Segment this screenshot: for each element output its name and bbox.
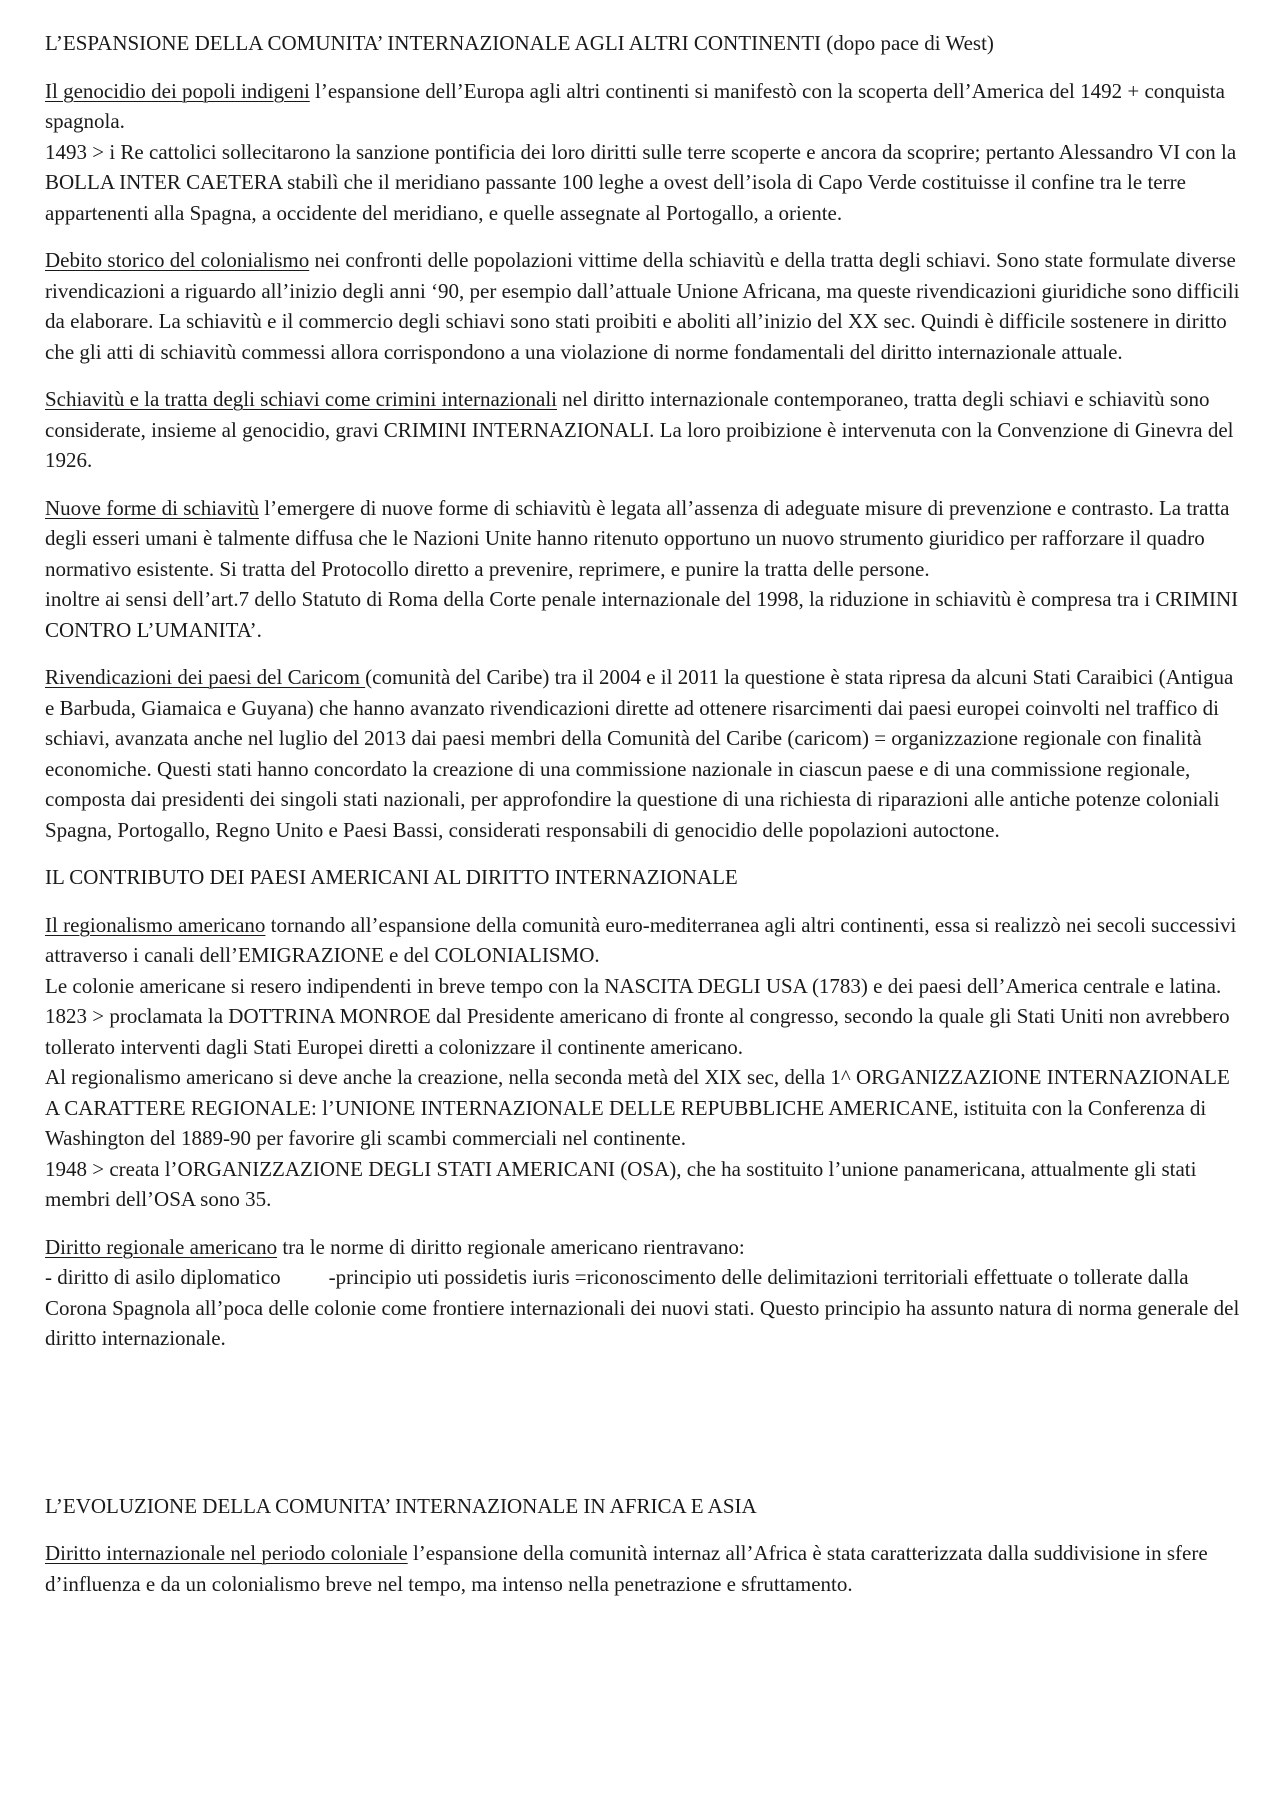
section-heading-africa-asia: L’EVOLUZIONE DELLA COMUNITA’ INTERNAZIONALE IN AFRICA E ASIA xyxy=(45,1493,757,1518)
keyword-nuove-forme: Nuove forme di schiavitù xyxy=(45,495,260,520)
paragraph-text: 1493 > i Re cattolici sollecitarono la sanzione pontificia dei loro diritti sulle terre scoperte e ancora da scoprire; pertanto Alessandro VI con la BOLLA INTER CAETERA stabilì che il meridiano passante 100 leghe a ovest dell’isola di Capo Verde costituisse il confine tra le terre appartenenti alla Spagna, a occidente del meridiano, e quelle assegnate al Portogallo, a oriente. xyxy=(45,139,1237,225)
paragraph-diritto-regionale xyxy=(45,1232,1240,1354)
paragraph-text: tornando all’espansione della comunità euro-mediterranea agli altri continenti, essa si realizzò nei secoli successivi attraverso i canali dell’EMIGRAZIONE e del COLONIALISMO. xyxy=(45,912,1237,967)
paragraph-text: l’emergere di nuove forme di schiavitù è legata all’assenza di adeguate misure di prevenzione e contrasto. La tratta degli esseri umani è talmente diffusa che le Nazioni Unite hanno ritenuto opportuno un nuovo strumento giuridico per rafforzare il quadro normativo esistente. Si tratta del Protocollo diretto a prevenire, reprimere, e punire la tratta delle persone. xyxy=(45,495,1230,581)
paragraph-text: (comunità del Caribe) tra il 2004 e il 2011 la questione è stata ripresa da alcuni Stati Caraibici (Antigua e Barbuda, Giamaica e Guyana) che hanno avanzato rivendicazioni dirette ad ottenere risarcimenti dai paesi europei coinvolti nel traffico di schiavi, avanzata anche nel luglio del 2013 dai paesi membri della Comunità del Caribe (caricom) = organizzazione regionale con finalità economiche. Questi stati hanno concordato la creazione di una commissione nazionale in ciascun paese e di una commissione regionale, composta dai presidenti dei singoli stati nazionali, per approfondire la questione di una richiesta di riparazioni alle antiche potenze coloniali Spagna, Portogallo, Regno Unito e Paesi Bassi, considerati responsabili di genocidio delle popolazioni autoctone. xyxy=(45,665,1234,842)
paragraph-nuove-forme xyxy=(45,493,1240,646)
list-item-asilo: - diritto di asilo diplomatico xyxy=(45,1265,281,1289)
keyword-genocidio: Il genocidio dei popoli indigeni xyxy=(45,78,310,103)
list-item-uti-possidetis: -principio uti possidetis iuris =riconoscimento delle delimitazioni territoriali effettuate o tollerate dalla Corona Spagnola all’poca delle colonie come frontiere internazionali dei nuovi stati. Questo principio ha assunto natura di norma generale del diritto internazionale. xyxy=(45,1265,1240,1350)
keyword-regionalismo: Il regionalismo americano xyxy=(45,912,266,937)
paragraph-genocidio xyxy=(45,76,1240,229)
paragraph-periodo-coloniale xyxy=(45,1538,1240,1599)
paragraph-list-line xyxy=(45,1262,1240,1354)
paragraph-text: Al regionalismo americano si deve anche la creazione, nella seconda metà del XIX sec, della 1^ ORGANIZZAZIONE INTERNAZIONALE A CARATTERE REGIONALE: l’UNIONE INTERNAZIONALE DELLE REPUBBLICHE AMERICANE, istituita con la Conferenza di Washington del 1889-90 per favorire gli scambi commerciali nel continente. xyxy=(45,1065,1230,1150)
paragraph-text: nel diritto internazionale contemporaneo, tratta degli schiavi e schiavitù sono considerate, insieme al genocidio, gravi CRIMINI INTERNAZIONALI. La loro proibizione è intervenuta con la Convenzione di Ginevra del 1926. xyxy=(45,387,1234,472)
paragraph-regionalismo xyxy=(45,910,1240,1215)
paragraph-text: l’espansione della comunità internaz all’Africa è stata caratterizzata dalla suddivisione in sfere d’influenza e da un colonialismo breve nel tempo, ma intenso nella penetrazione e sfruttamento. xyxy=(45,1541,1208,1596)
paragraph-text: 1948 > creata l’ORGANIZZAZIONE DEGLI STATI AMERICANI (OSA), che ha sostituito l’unione panamericana, attualmente gli stati membri dell’OSA sono 35. xyxy=(45,1156,1197,1211)
keyword-schiavitu-crimini: Schiavitù e la tratta degli schiavi come crimini internazionali xyxy=(45,387,557,411)
paragraph-text: tra le norme di diritto regionale americano rientravano: xyxy=(277,1234,745,1259)
keyword-periodo-coloniale: Diritto internazionale nel periodo coloniale xyxy=(45,1541,408,1565)
paragraph-text: Le colonie americane si resero indipendenti in breve tempo con la NASCITA DEGLI USA (1783) e dei paesi dell’America centrale e latina. xyxy=(45,973,1222,998)
document-page xyxy=(45,28,1240,1616)
keyword-debito-storico: Debito storico del colonialismo xyxy=(45,248,310,272)
section-heading-espansione: L’ESPANSIONE DELLA COMUNITA’ INTERNAZIONALE AGLI ALTRI CONTINENTI (dopo pace di West) xyxy=(45,31,994,55)
paragraph-crimini-internazionali xyxy=(45,384,1240,476)
paragraph-text: l’espansione dell’Europa agli altri continenti si manifestò con la scoperta dell’America del 1492 + conquista spagnola. xyxy=(45,78,1225,133)
keyword-diritto-regionale: Diritto regionale americano xyxy=(45,1234,278,1259)
paragraph-text: 1823 > proclamata la DOTTRINA MONROE dal Presidente americano di fronte al congresso, secondo la quale gli Stati Uniti non avrebbero tollerato interventi dagli Stati Europei diretti a colonizzare il continente americano. xyxy=(45,1004,1230,1059)
paragraph-debito-storico xyxy=(45,245,1240,367)
keyword-caricom: Rivendicazioni dei paesi del Caricom xyxy=(45,665,366,689)
paragraph-text: nei confronti delle popolazioni vittime della schiavitù e della tratta degli schiavi. Sono state formulate diverse rivendicazioni a riguardo all’inizio degli anni ‘90, per esempio dall’attuale Unione Africana, ma queste rivendicazioni giuridiche sono difficili da elaborare. La schiavitù e il commercio degli schiavi sono stati proibiti e aboliti all’inizio del XX sec. Quindi è difficile sostenere in diritto che gli atti di schiavitù commessi allora corrispondono a una violazione di norme fondamentali del diritto internazionale attuale. xyxy=(45,248,1240,364)
paragraph-text: inoltre ai sensi dell’art.7 dello Statuto di Roma della Corte penale internazionale del 1998, la riduzione in schiavitù è compresa tra i CRIMINI CONTRO L’UMANITA’. xyxy=(45,587,1239,642)
paragraph-caricom xyxy=(45,662,1240,845)
section-heading-paesi-americani: IL CONTRIBUTO DEI PAESI AMERICANI AL DIRITTO INTERNAZIONALE xyxy=(45,865,738,889)
